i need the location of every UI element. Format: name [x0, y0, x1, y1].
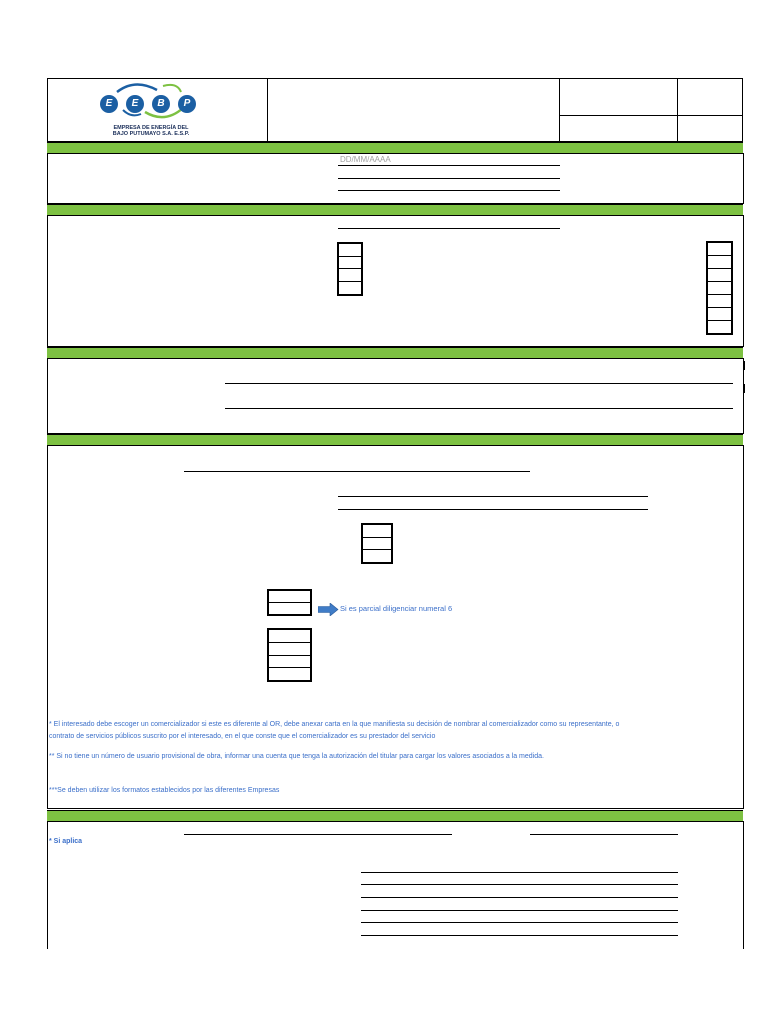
input-line[interactable] [361, 922, 678, 923]
header-divider [559, 115, 743, 116]
section-5-left-border [47, 821, 48, 949]
header-divider [559, 78, 560, 142]
checkbox[interactable] [269, 668, 310, 680]
input-line[interactable] [361, 935, 678, 936]
input-line[interactable] [361, 872, 678, 873]
input-line[interactable] [530, 834, 678, 835]
footnote-line: contrato de servicios públicos suscrito por el interesado, en el que conste que el comercializador es su prestador del servicio [49, 733, 436, 740]
section-2-box [47, 215, 744, 347]
checkbox[interactable] [363, 550, 391, 562]
input-line[interactable] [361, 897, 678, 898]
logo-letter: P [178, 95, 196, 113]
logo-letter: E [100, 95, 118, 113]
date-placeholder[interactable]: DD/MM/AAAA [340, 155, 391, 164]
checkbox-group [267, 589, 312, 616]
input-line[interactable] [338, 228, 560, 229]
section-3-box [47, 358, 744, 434]
edge-mark [743, 384, 745, 393]
checkbox[interactable] [708, 308, 731, 321]
logo-company-line: BAJO PUTUMAYO S.A. E.S.P. [112, 131, 190, 137]
logo-company-name [95, 125, 207, 137]
logo-letter: B [152, 95, 170, 113]
checkbox[interactable] [269, 603, 310, 614]
input-line[interactable] [184, 471, 530, 472]
input-line[interactable] [338, 496, 648, 497]
checkbox[interactable] [269, 643, 310, 656]
checkbox[interactable] [339, 257, 361, 270]
checkbox[interactable] [708, 256, 731, 269]
checkbox-group [337, 242, 363, 296]
date-field-line[interactable] [338, 165, 560, 166]
section-5-right-border [743, 821, 744, 949]
input-line[interactable] [338, 178, 560, 179]
si-aplica-note: * Si aplica [49, 838, 83, 845]
checkbox[interactable] [269, 630, 310, 643]
header-divider [677, 78, 678, 142]
checkbox-group [706, 241, 733, 335]
input-line[interactable] [338, 190, 560, 191]
logo-company-line: EMPRESA DE ENERGÍA DEL [113, 125, 189, 131]
checkbox[interactable] [363, 538, 391, 551]
checkbox[interactable] [708, 269, 731, 282]
checkbox[interactable] [708, 243, 731, 256]
checkbox[interactable] [708, 295, 731, 308]
edge-mark [743, 361, 745, 370]
input-line[interactable] [225, 408, 733, 409]
checkbox[interactable] [269, 591, 310, 603]
footnote-line: * El interesado debe escoger un comercializador si este es diferente al OR, debe anexar carta en la que manifiesta su decisión de nombrar al comercializador como su representante, o [49, 721, 620, 728]
checkbox-group [267, 628, 312, 682]
section-bar-5 [47, 810, 743, 822]
checkbox[interactable] [708, 282, 731, 295]
partial-note: Si es parcial diligenciar numeral 6 [340, 604, 453, 613]
header-divider [267, 78, 268, 142]
checkbox[interactable] [339, 244, 361, 257]
checkbox-group [361, 523, 393, 564]
footnote-line: ** Si no tiene un número de usuario provisional de obra, informar una cuenta que tenga la autorización del titular para cargar los valores asociados a la medida. [49, 753, 544, 760]
checkbox[interactable] [269, 656, 310, 668]
arrow-right-icon [318, 603, 339, 616]
checkbox[interactable] [339, 282, 361, 295]
checkbox[interactable] [708, 321, 731, 333]
input-line[interactable] [184, 834, 452, 835]
footnote-line: ***Se deben utilizar los formatos establecidos por las diferentes Empresas [49, 787, 280, 794]
input-line[interactable] [361, 910, 678, 911]
input-line[interactable] [338, 509, 648, 510]
input-line[interactable] [225, 383, 733, 384]
checkbox[interactable] [339, 269, 361, 282]
checkbox[interactable] [363, 525, 391, 538]
input-line[interactable] [361, 884, 678, 885]
logo-letter: E [126, 95, 144, 113]
